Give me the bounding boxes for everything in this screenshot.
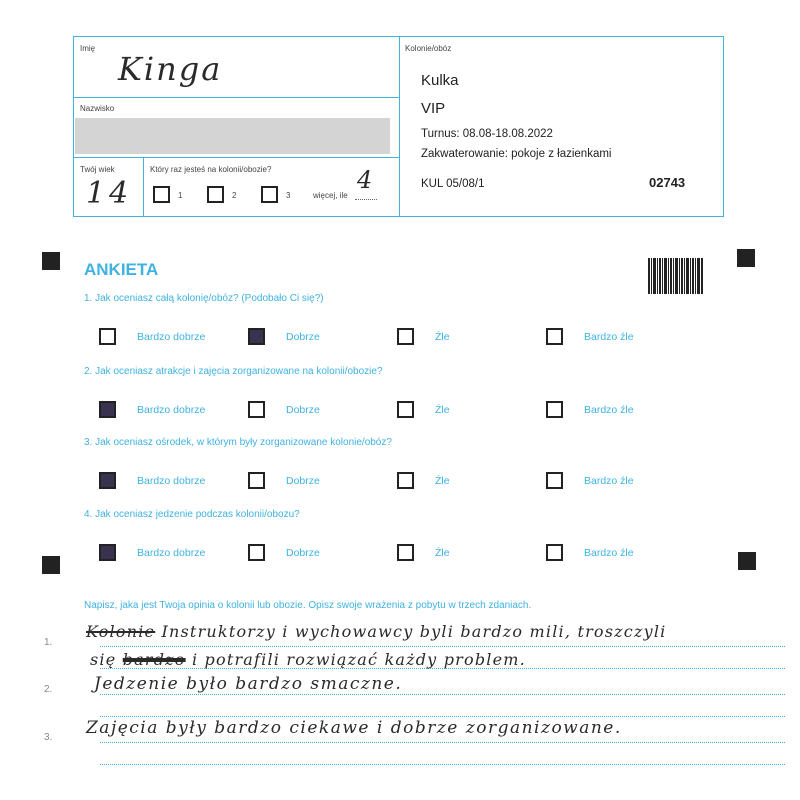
surname-redacted	[75, 118, 390, 154]
name-value: Kinga	[118, 50, 223, 88]
camp-code: KUL 05/08/1	[421, 178, 485, 190]
question-2-checkbox-3[interactable]	[397, 401, 414, 418]
question-1-checkbox-2[interactable]	[248, 328, 265, 345]
opinion-number-2: 2.	[44, 684, 53, 695]
question-4-checkbox-2[interactable]	[248, 544, 265, 561]
question-1-option-4: Bardzo źle	[584, 331, 634, 343]
answer-line-1	[100, 646, 785, 647]
question-3-checkbox-2[interactable]	[248, 472, 265, 489]
age-label: Twój wiek	[80, 165, 115, 174]
question-4-checkbox-4[interactable]	[546, 544, 563, 561]
answer-line-3	[100, 742, 785, 743]
alignment-marker-mid-right	[738, 552, 756, 570]
times-checkbox-3[interactable]	[261, 186, 278, 203]
answer-text-1b	[90, 650, 526, 669]
times-more-label: więcej, ile	[313, 191, 348, 200]
question-4-option-3: Źle	[435, 547, 450, 559]
question-3-checkbox-4[interactable]	[546, 472, 563, 489]
surname-label: Nazwisko	[80, 104, 115, 113]
question-4-option-4: Bardzo źle	[584, 547, 634, 559]
answer-1b-text: i potrafili rozwiązać każdy problem.	[191, 650, 526, 669]
question-3-checkbox-1[interactable]	[99, 472, 116, 489]
answer-text-2: Jedzenie było bardzo smaczne.	[94, 674, 403, 694]
answer-1-text: Instruktorzy i wychowawcy byli bardzo mili, troszczyli	[161, 622, 667, 641]
camp-turnus: Turnus: 08.08-18.08.2022	[421, 128, 553, 140]
answer-text-1	[86, 622, 666, 641]
answer-line-3b	[100, 764, 785, 765]
times-option-3: 3	[286, 191, 291, 200]
times-more-dotline	[355, 199, 377, 200]
question-2-option-2: Dobrze	[286, 404, 320, 416]
question-2-checkbox-4[interactable]	[546, 401, 563, 418]
question-2-option-4: Bardzo źle	[584, 404, 634, 416]
header-divider-3	[143, 157, 144, 217]
question-1-option-2: Dobrze	[286, 331, 320, 343]
times-option-1: 1	[178, 191, 183, 200]
question-3-option-3: Źle	[435, 475, 450, 487]
camp-accommodation: Zakwaterowanie: pokoje z łazienkami	[421, 148, 612, 160]
question-1-checkbox-3[interactable]	[397, 328, 414, 345]
question-1-option-3: Źle	[435, 331, 450, 343]
times-more-value: 4	[357, 166, 373, 194]
camp-type: VIP	[421, 100, 446, 117]
question-3-option-1: Bardzo dobrze	[137, 475, 206, 487]
times-checkbox-2[interactable]	[207, 186, 224, 203]
opinion-prompt: Napisz, jaka jest Twoja opinia o kolonii lub obozie. Opisz swoje wrażenia z pobytu w trzech zdaniach.	[84, 600, 532, 611]
question-3-option-2: Dobrze	[286, 475, 320, 487]
times-label: Który raz jesteś na kolonii/obozie?	[150, 165, 272, 174]
question-3-checkbox-3[interactable]	[397, 472, 414, 489]
question-1-text: 1. Jak oceniasz całą kolonię/obóz? (Podobało Ci się?)	[84, 293, 324, 304]
alignment-marker-top-right	[737, 249, 755, 267]
answer-line-2b	[100, 716, 785, 717]
question-4-option-1: Bardzo dobrze	[137, 547, 206, 559]
question-2-option-3: Źle	[435, 404, 450, 416]
question-4-text: 4. Jak oceniasz jedzenie podczas kolonii/obozu?	[84, 509, 300, 520]
opinion-number-1: 1.	[44, 637, 53, 648]
question-1-checkbox-1[interactable]	[99, 328, 116, 345]
question-3-text: 3. Jak oceniasz ośrodek, w którym były zorganizowane kolonie/obóz?	[84, 437, 392, 448]
question-3-option-4: Bardzo źle	[584, 475, 634, 487]
question-2-checkbox-2[interactable]	[248, 401, 265, 418]
answer-1-crossed-word: Kolonie	[86, 622, 156, 641]
survey-title: ANKIETA	[84, 260, 159, 279]
header-divider-2	[73, 157, 400, 158]
alignment-marker-top-left	[42, 252, 60, 270]
barcode	[648, 258, 704, 294]
question-1-checkbox-4[interactable]	[546, 328, 563, 345]
times-checkbox-1[interactable]	[153, 186, 170, 203]
camp-label: Kolonie/obóz	[405, 44, 452, 53]
header-divider-1	[73, 97, 400, 98]
question-2-checkbox-1[interactable]	[99, 401, 116, 418]
answer-1b-crossed-word: bardzo	[122, 650, 186, 669]
question-1-option-1: Bardzo dobrze	[137, 331, 206, 343]
name-label: Imię	[80, 44, 96, 53]
answer-1b-start: się	[90, 650, 117, 669]
age-value: 14	[86, 176, 133, 211]
answer-text-3: Zajęcia były bardzo ciekawe i dobrze zorganizowane.	[86, 718, 622, 738]
question-4-checkbox-3[interactable]	[397, 544, 414, 561]
camp-name: Kulka	[421, 72, 459, 89]
camp-number: 02743	[649, 175, 686, 190]
question-4-option-2: Dobrze	[286, 547, 320, 559]
question-4-checkbox-1[interactable]	[99, 544, 116, 561]
times-option-2: 2	[232, 191, 237, 200]
answer-line-2	[100, 694, 785, 695]
question-2-option-1: Bardzo dobrze	[137, 404, 206, 416]
alignment-marker-mid-left	[42, 556, 60, 574]
opinion-number-3: 3.	[44, 732, 53, 743]
question-2-text: 2. Jak oceniasz atrakcje i zajęcia zorganizowane na kolonii/obozie?	[84, 366, 383, 377]
